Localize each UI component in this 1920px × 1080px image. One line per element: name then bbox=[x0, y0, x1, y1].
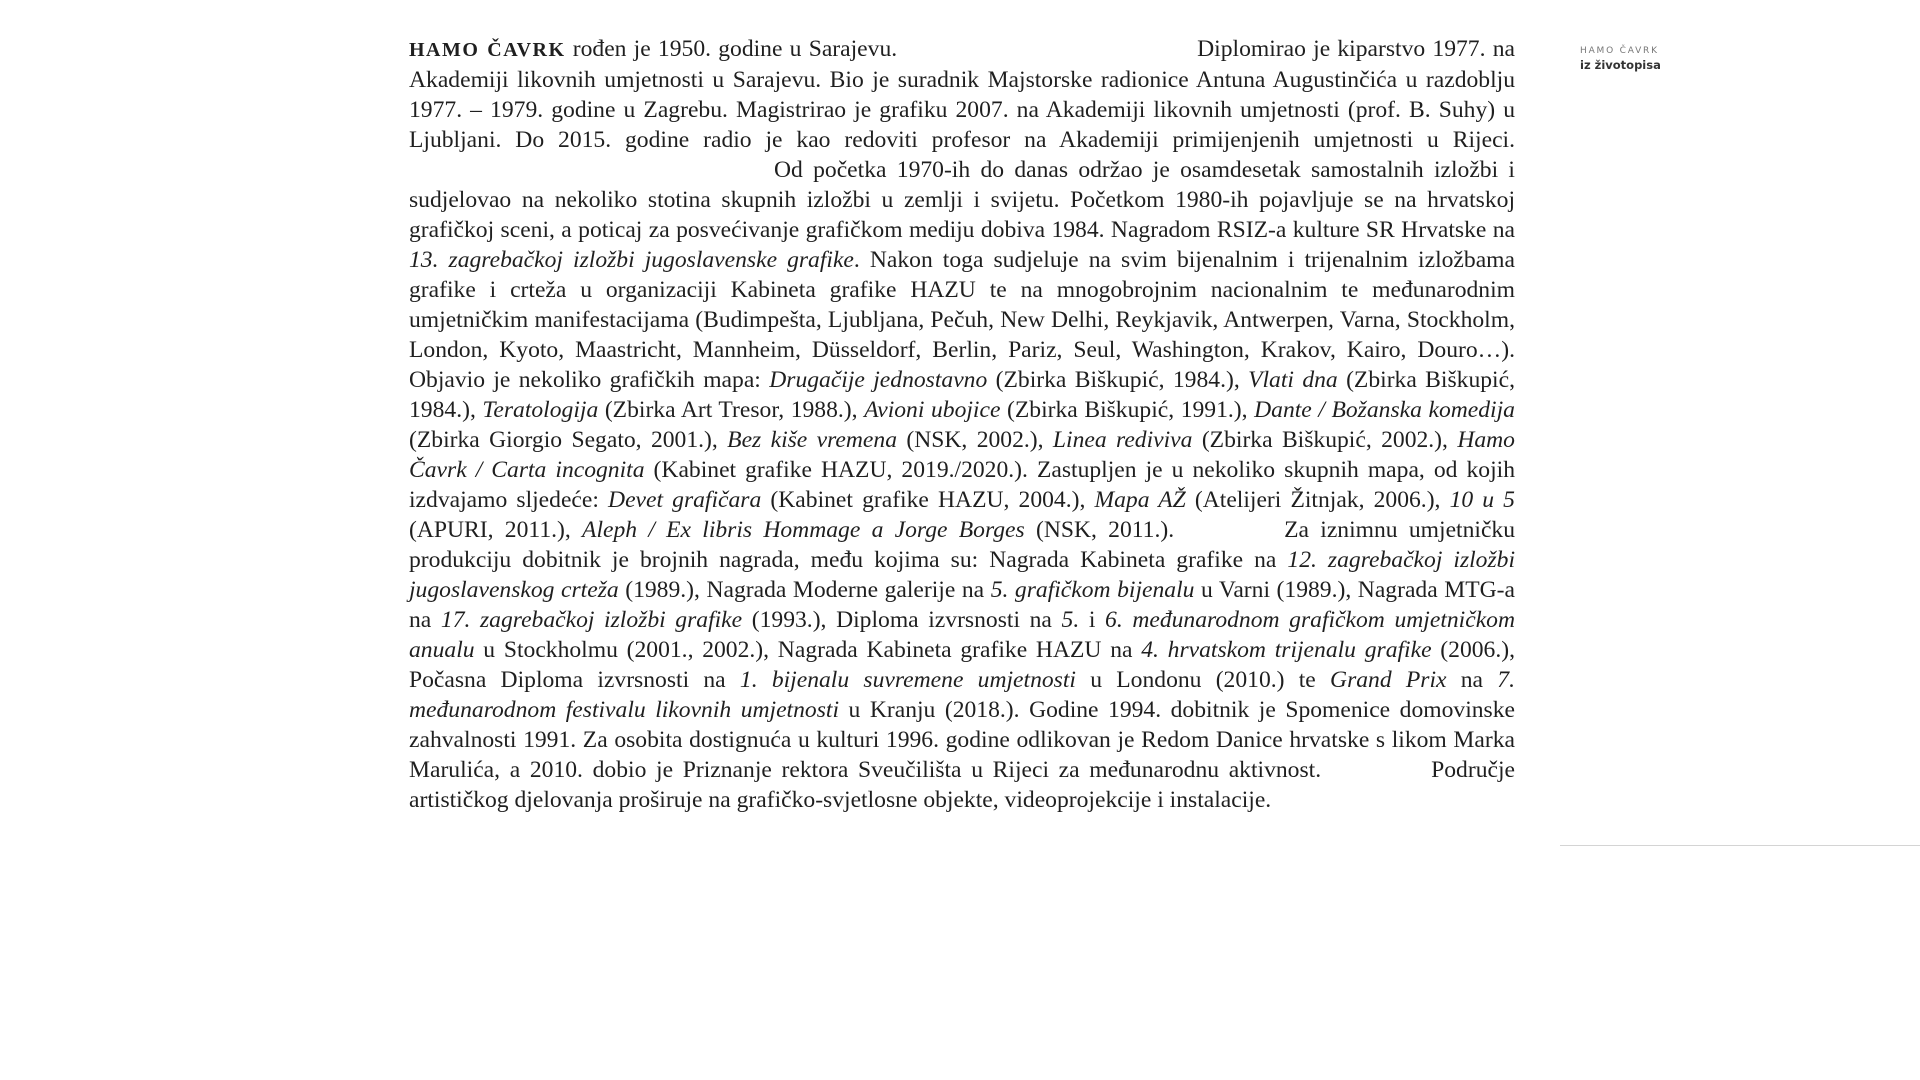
bio-title: Grand Prix bbox=[1330, 667, 1447, 693]
bio-title: Avioni ubojice bbox=[864, 397, 1001, 423]
bio-text: (Zbirka Biškupić, 1984.), bbox=[987, 367, 1249, 393]
bio-sentence-1: rođen je 1950. godine u Sarajevu. bbox=[565, 36, 898, 62]
bio-title: Linea rediviva bbox=[1052, 427, 1193, 453]
bio-text: (Zbirka Biškupić, 2002.), bbox=[1192, 427, 1458, 453]
bio-text: (NSK, 2002.), bbox=[897, 427, 1053, 453]
bio-title: 10 u 5 bbox=[1449, 487, 1515, 513]
sidebar-section-title: iz životopisa bbox=[1580, 58, 1661, 72]
bio-text: (2006.), Počasna Diploma izvrsnosti na bbox=[409, 637, 1515, 693]
bio-title: Aleph / Ex libris Hommage a Jorge Borges bbox=[582, 517, 1025, 543]
bio-title: Dante / Božanska komedija bbox=[1254, 397, 1515, 423]
bio-text: u Stockholmu (2001., 2002.), Nagrada Kabineta grafike HAZU na bbox=[474, 637, 1142, 663]
bio-text: (Zbirka Giorgio Segato, 2001.), bbox=[409, 427, 728, 453]
bio-text: (APURI, 2011.), bbox=[409, 517, 583, 543]
bio-text: na bbox=[1446, 667, 1498, 693]
bio-text: (Zbirka Biškupić, 1984.), bbox=[409, 367, 1515, 423]
bio-title: 5. grafičkom bijenalu bbox=[990, 577, 1195, 603]
bio-title: Hamo Čavrk / Carta incognita bbox=[409, 427, 1515, 483]
bio-title: 7. međunarodnom festivalu likovnih umjetnosti bbox=[409, 667, 1515, 723]
bio-title: 12. zagrebačkoj izložbi jugoslavenskog crteža bbox=[409, 547, 1516, 603]
bio-text: (NSK, 2011.). bbox=[1024, 517, 1175, 543]
sidebar-caption bbox=[1580, 44, 1661, 73]
bio-title: 13. zagrebačkoj izložbi jugoslavenske grafike bbox=[409, 247, 854, 273]
bio-title: 6. međunarodnom grafičkom umjetničkom anualu bbox=[409, 607, 1516, 663]
bio-title: Teratologija bbox=[482, 397, 599, 423]
bio-text: . Nakon toga sudjeluje na svim bijenalnim i trijenalnim izložbama grafike i crteža u organizaciji Kabineta grafike HAZU te na mnogobrojnim nacionalnim te međunarodnim umjetničkim manifestacijama (Budimpešta, Ljubljana, Pečuh, New Delhi, Reykjavik, Antwerpen, Varna, Stockholm, London, Kyoto, Maastricht, Mannheim, Düsseldorf, Berlin, Pariz, Seul, Washington, Krakov, Kairo, Douro…). Objavio je nekoliko grafičkih mapa: bbox=[409, 247, 1516, 393]
bio-text: Od početka 1970-ih do danas održao je osamdesetak samostalnih izložbi i sudjelovao na nekoliko stotina skupnih izložbi u zemlji i svijetu. Početkom 1980-ih pojavljuje se na hrvatskoj grafičkoj sceni, a poticaj za posvećivanje grafičkom mediju dobiva 1984. Nagradom RSIZ-a kulture SR Hrvatske na bbox=[409, 157, 1515, 243]
bio-title: Bez kiše vremena bbox=[727, 427, 897, 453]
author-name: HAMO ČAVRK bbox=[409, 39, 566, 61]
bio-text: Za iznimnu umjetničku produkciju dobitnik je brojnih nagrada, među kojima su: Nagrada Kabineta grafike na bbox=[409, 517, 1516, 573]
sidebar-author: HAMO ČAVRK bbox=[1580, 46, 1659, 56]
biography-text bbox=[409, 34, 1515, 815]
bio-sentence-2: Diplomirao je kiparstvo 1977. na Akademiji likovnih umjetnosti u Sarajevu. Bio je suradnik Majstorske radionice Antuna Augustinčića u razdoblju 1977. – 1979. godine u Zagrebu. Magistrirao je grafiku 2007. na Akademiji likovnih umjetnosti (prof. B. Suhy) u Ljubljani. Do 2015. godine radio je kao redoviti profesor na Akademiji primijenjenih umjetnosti u Rijeci. bbox=[409, 36, 1515, 153]
biography-paragraph bbox=[409, 34, 1515, 815]
bio-title: Vlati dna bbox=[1248, 367, 1338, 393]
bio-text: (Zbirka Biškupić, 1991.), bbox=[1000, 397, 1255, 423]
divider-line bbox=[1560, 845, 1920, 846]
bio-text: i bbox=[1079, 607, 1106, 633]
bio-text: (Atelijeri Žitnjak, 2006.), bbox=[1185, 487, 1450, 513]
bio-title: 1. bijenalu suvremene umjetnosti bbox=[739, 667, 1076, 693]
bio-text: u Londonu (2010.) te bbox=[1075, 667, 1331, 693]
bio-text: u Varni (1989.), Nagrada MTG-a na bbox=[409, 577, 1515, 633]
bio-text: Područje artističkog djelovanja proširuje na grafičko-svjetlosne objekte, videoprojekcije i instalacije. bbox=[409, 757, 1515, 813]
bio-title: Drugačije jednostavno bbox=[769, 367, 988, 393]
bio-text: (1989.), Nagrada Moderne galerije na bbox=[618, 577, 991, 603]
bio-text: (Kabinet grafike HAZU, 2019./2020.). Zastupljen je u nekoliko skupnih mapa, od kojih izdvajamo sljedeće: bbox=[409, 457, 1515, 513]
bio-title: Devet grafičara bbox=[608, 487, 762, 513]
bio-title: 4. hrvatskom trijenalu grafike bbox=[1141, 637, 1432, 663]
bio-text: (1993.), Diploma izvrsnosti na bbox=[742, 607, 1062, 633]
bio-text: (Zbirka Art Tresor, 1988.), bbox=[598, 397, 865, 423]
bio-title: Mapa AŽ bbox=[1094, 487, 1186, 513]
bio-text: (Kabinet grafike HAZU, 2004.), bbox=[761, 487, 1095, 513]
bio-title: 5. bbox=[1061, 607, 1080, 633]
bio-text: u Kranju (2018.). Godine 1994. dobitnik je Spomenice domovinske zahvalnosti 1991. Za osobita dostignuća u kulturi 1996. godine odlikovan je Redom Danice hrvatske s likom Marka Marulića, a 2010. dobio je Priznanje rektora Sveučilišta u Rijeci za međunarodnu aktivnost. bbox=[409, 697, 1516, 783]
bio-title: 17. zagrebačkoj izložbi grafike bbox=[440, 607, 743, 633]
